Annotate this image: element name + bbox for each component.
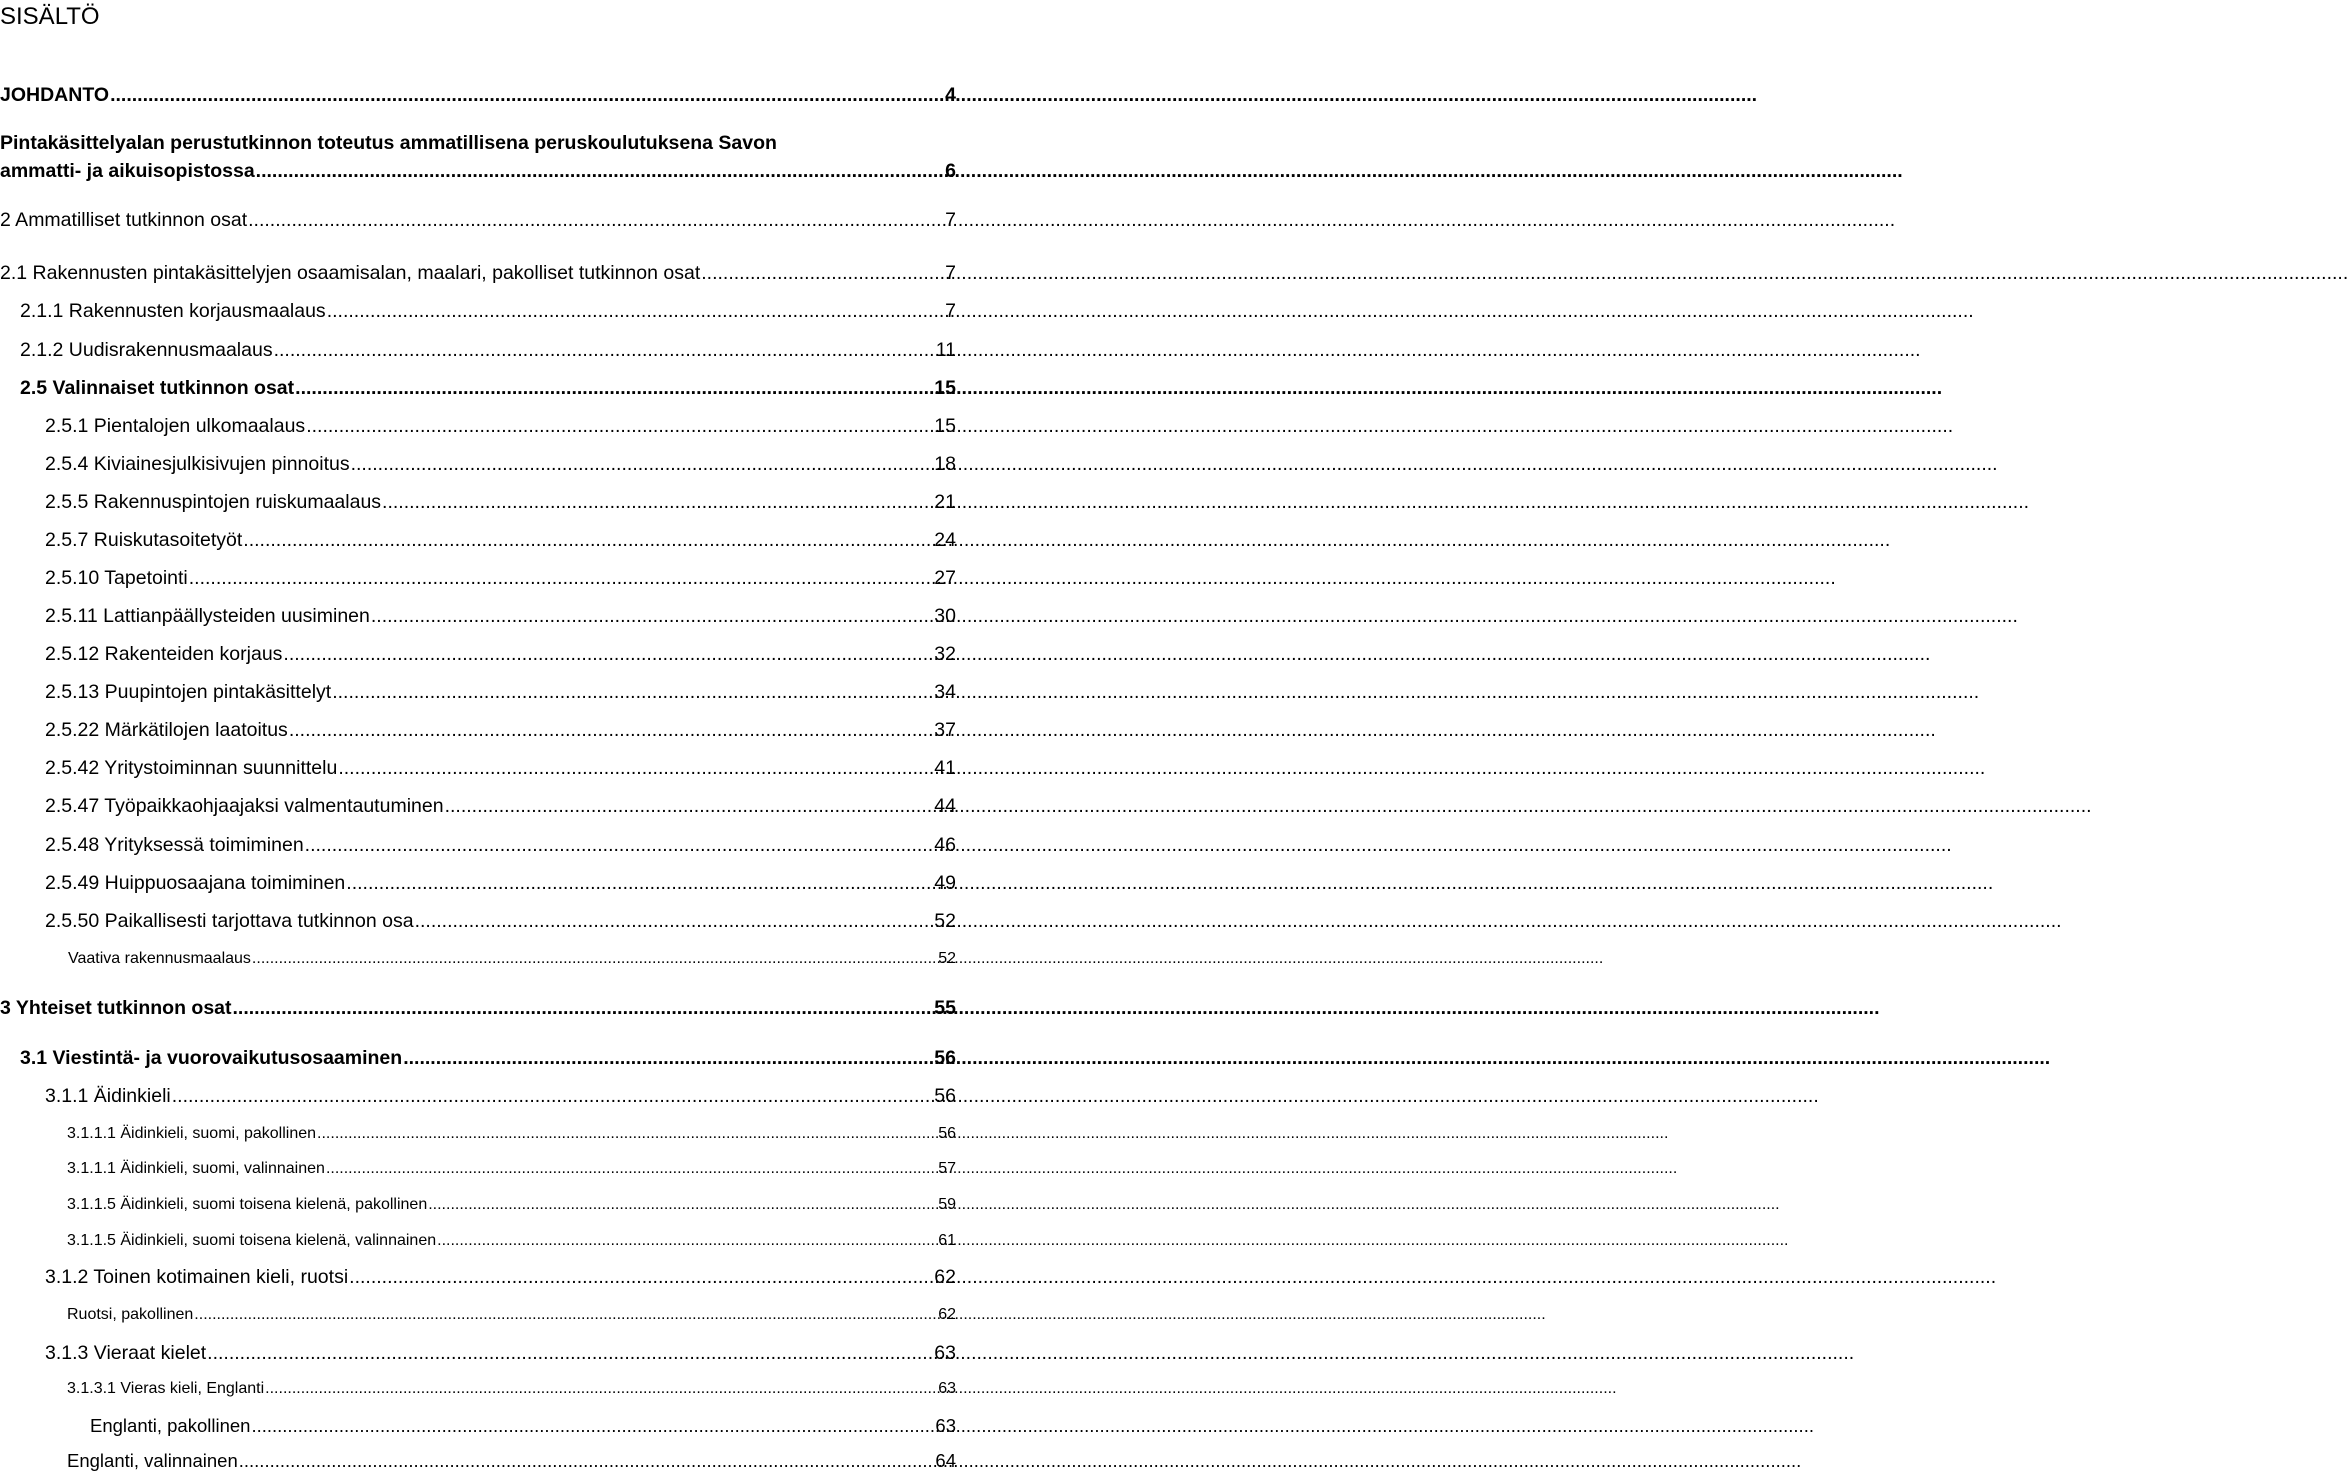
- toc-entry-label: 3 Yhteiset tutkinnon osat: [0, 997, 232, 1019]
- toc-entry-page: 63: [934, 1342, 956, 1364]
- toc-entry-label: Ruotsi, pakollinen: [67, 1306, 194, 1323]
- toc-entry-2-5-13[interactable]: [45, 681, 956, 704]
- toc-entry-label: Englanti, valinnainen: [67, 1450, 238, 1471]
- toc-entry-label: 3.1.1.5 Äidinkieli, suomi toisena kielenä, pakollinen: [67, 1196, 428, 1213]
- toc-leader-dots: [382, 491, 933, 514]
- toc-entry-page: 34: [934, 681, 956, 703]
- toc-leader-dots: [445, 795, 934, 818]
- toc-entry-page: 32: [934, 643, 956, 665]
- toc-entry-3-1-1-1-valinnainen[interactable]: [67, 1160, 956, 1178]
- toc-leader-dots: [283, 643, 933, 666]
- toc-entry-label: 3.1.1 Äidinkieli: [45, 1085, 171, 1107]
- toc-entry-page: 4: [945, 84, 956, 106]
- toc-leader-dots: [194, 1306, 937, 1324]
- toc-entry-2-5[interactable]: [20, 377, 956, 400]
- toc-entry-vaativa-rakennusmaalaus[interactable]: [68, 950, 956, 968]
- toc-leader-dots: [338, 757, 933, 780]
- toc-entry-englanti-pakollinen[interactable]: [90, 1415, 956, 1437]
- toc-entry-2-5-4[interactable]: [45, 453, 956, 476]
- toc-entry-label: 2.5 Valinnaiset tutkinnon osat: [20, 377, 295, 399]
- toc-entry-page: 62: [934, 1266, 956, 1288]
- toc-entry-2-5-42[interactable]: [45, 757, 956, 780]
- toc-entry-page: 56: [934, 1047, 956, 1069]
- toc-entry-2-5-47[interactable]: [45, 795, 956, 818]
- toc-entry-label: 2 Ammatilliset tutkinnon osat: [0, 209, 248, 231]
- toc-entry-label: Englanti, pakollinen: [90, 1415, 251, 1436]
- toc-entry-page: 18: [934, 453, 956, 475]
- toc-leader-dots: [252, 950, 937, 968]
- toc-leader-dots: [306, 415, 933, 438]
- toc-leader-dots: [189, 567, 934, 590]
- toc-entry-page: 49: [934, 872, 956, 894]
- toc-leader-dots: [701, 262, 944, 285]
- toc-entry-label: 2.5.13 Puupintojen pintakäsittelyt: [45, 681, 332, 703]
- toc-entry-2-1-1[interactable]: [20, 300, 956, 323]
- toc-entry-label: 2.1.1 Rakennusten korjausmaalaus: [20, 300, 326, 322]
- toc-entry-page: 11: [935, 339, 956, 361]
- toc-leader-dots: [351, 453, 934, 476]
- toc-leader-dots: [110, 84, 944, 107]
- toc-entry-label: 2.5.11 Lattianpäällysteiden uusiminen: [45, 605, 370, 627]
- toc-entry-page: 37: [934, 719, 956, 741]
- toc-entry-label: 2.5.42 Yritystoiminnan suunnittelu: [45, 757, 338, 779]
- toc-leader-dots: [415, 910, 934, 933]
- toc-leader-dots: [172, 1085, 934, 1108]
- toc-entry-englanti-valinnainen[interactable]: [67, 1450, 956, 1472]
- table-of-contents: [0, 0, 960, 1475]
- toc-entry-page: 21: [934, 491, 956, 513]
- toc-entry-page: 15: [934, 415, 956, 437]
- toc-entry-page: 64: [935, 1450, 956, 1471]
- toc-entry-2-5-7[interactable]: [45, 529, 956, 552]
- toc-leader-dots: [346, 872, 933, 895]
- toc-entry-label: 2.5.49 Huippuosaajana toimiminen: [45, 872, 346, 894]
- toc-leader-dots: [403, 1047, 933, 1070]
- toc-leader-dots: [326, 1160, 937, 1178]
- toc-entry-2-5-50[interactable]: [45, 910, 956, 933]
- toc-entry-page: 63: [938, 1380, 956, 1397]
- toc-entry-page: 52: [938, 950, 956, 967]
- toc-leader-dots: [239, 1450, 935, 1472]
- toc-leader-dots: [295, 377, 933, 400]
- toc-leader-dots: [305, 834, 934, 857]
- toc-entry-3-1-3-1[interactable]: [67, 1380, 956, 1398]
- toc-entry-3-1-1-5-pakollinen[interactable]: [67, 1196, 956, 1214]
- toc-leader-dots: [207, 1342, 933, 1365]
- toc-entry-3-1-1-5-valinnainen[interactable]: [67, 1232, 956, 1250]
- toc-entry-page: 63: [935, 1415, 956, 1436]
- toc-entry-page: 55: [934, 997, 956, 1019]
- toc-entry-3-1[interactable]: [20, 1047, 956, 1070]
- toc-entry-label: 3.1.2 Toinen kotimainen kieli, ruotsi: [45, 1266, 349, 1288]
- toc-entry-label: 3.1.1.1 Äidinkieli, suomi, pakollinen: [67, 1125, 317, 1142]
- toc-entry-2-5-5[interactable]: [45, 491, 956, 514]
- toc-entry-page: 46: [934, 834, 956, 856]
- toc-entry-label: 2.5.48 Yrityksessä toimiminen: [45, 834, 304, 856]
- toc-entry-label: Vaativa rakennusmaalaus: [68, 950, 251, 967]
- toc-entry-page: 57: [938, 1160, 956, 1177]
- toc-entry-page: 61: [938, 1232, 956, 1249]
- toc-entry-label: 2.5.10 Tapetointi: [45, 567, 188, 589]
- toc-entry-page: 62: [938, 1306, 956, 1323]
- toc-entry-ruotsi-pakollinen[interactable]: [67, 1306, 956, 1324]
- toc-entry-2-5-12[interactable]: [45, 643, 956, 666]
- toc-entry-label: 2.5.47 Työpaikkaohjaajaksi valmentautuminen: [45, 795, 444, 817]
- toc-leader-dots: [243, 529, 933, 552]
- toc-entry-page: 41: [934, 757, 956, 779]
- toc-entry-label-line1: Pintakäsittelyalan perustutkinnon toteutus ammatillisena peruskoulutuksena Savon: [0, 132, 777, 154]
- toc-entry-label: 3.1 Viestintä- ja vuorovaikutusosaaminen: [20, 1047, 403, 1069]
- toc-leader-dots: [317, 1125, 937, 1143]
- toc-entry-page: 30: [934, 605, 956, 627]
- toc-entry-2[interactable]: [0, 209, 956, 232]
- toc-leader-dots: [349, 1266, 933, 1289]
- toc-entry-label: 2.5.50 Paikallisesti tarjottava tutkinnon osa: [45, 910, 414, 932]
- toc-entry-pintakasittelyalan[interactable]: [0, 132, 956, 182]
- toc-entry-3-1-3[interactable]: [45, 1342, 956, 1365]
- toc-entry-2-5-11[interactable]: [45, 605, 956, 628]
- toc-entry-page: 44: [934, 795, 956, 817]
- toc-leader-dots: [251, 1415, 934, 1437]
- toc-leader-dots: [371, 605, 933, 628]
- toc-entry-label: 2.5.5 Rakennuspintojen ruiskumaalaus: [45, 491, 382, 513]
- toc-leader-dots: [274, 339, 935, 362]
- toc-leader-dots: [327, 300, 944, 323]
- page-title: SISÄLTÖ: [0, 3, 100, 30]
- toc-entry-label: JOHDANTO: [0, 84, 110, 106]
- toc-leader-dots: [265, 1380, 937, 1398]
- toc-entry-2-1-2[interactable]: [20, 339, 956, 362]
- toc-entry-label: 2.5.22 Märkätilojen laatoitus: [45, 719, 288, 741]
- toc-entry-page: 52: [934, 910, 956, 932]
- toc-entry-label: 3.1.3 Vieraat kielet: [45, 1342, 207, 1364]
- toc-leader-dots: [248, 209, 944, 232]
- toc-entry-3-1-2[interactable]: [45, 1266, 956, 1289]
- toc-entry-label: 3.1.3.1 Vieras kieli, Englanti: [67, 1380, 265, 1397]
- toc-entry-page: 6: [945, 160, 956, 182]
- toc-entry-label: 2.5.12 Rakenteiden korjaus: [45, 643, 283, 665]
- toc-entry-3-1-1-1-pakollinen[interactable]: [67, 1125, 956, 1143]
- toc-entry-label: 2.1.2 Uudisrakennusmaalaus: [20, 339, 273, 361]
- toc-entry-page: 7: [945, 262, 956, 284]
- toc-entry-page: 24: [934, 529, 956, 551]
- toc-entry-label: 3.1.1.1 Äidinkieli, suomi, valinnainen: [67, 1160, 325, 1177]
- toc-leader-dots: [437, 1232, 937, 1250]
- toc-entry-page: 7: [945, 209, 956, 231]
- toc-entry-2-1[interactable]: [0, 262, 956, 285]
- toc-entry-label: 2.5.1 Pientalojen ulkomaalaus: [45, 415, 306, 437]
- toc-leader-dots: [256, 160, 944, 183]
- toc-entry-2-5-1[interactable]: [45, 415, 956, 438]
- toc-leader-dots: [233, 997, 934, 1020]
- toc-entry-page: 15: [934, 377, 956, 399]
- toc-entry-page: 56: [938, 1125, 956, 1142]
- toc-leader-dots: [332, 681, 933, 704]
- toc-entry-label: 2.1 Rakennusten pintakäsittelyjen osaamisalan, maalari, pakolliset tutkinnon osat: [0, 262, 701, 284]
- toc-entry-page: 27: [934, 567, 956, 589]
- toc-entry-label: 2.5.7 Ruiskutasoitetyöt: [45, 529, 243, 551]
- toc-entry-2-5-22[interactable]: [45, 719, 956, 742]
- toc-entry-3-1-1[interactable]: [45, 1085, 956, 1108]
- toc-entry-page: 56: [934, 1085, 956, 1107]
- toc-entry-3[interactable]: [0, 997, 956, 1020]
- toc-leader-dots: [289, 719, 933, 742]
- toc-entry-2-5-49[interactable]: [45, 872, 956, 895]
- toc-entry-line2: [0, 160, 956, 183]
- toc-entry-page: 59: [938, 1196, 956, 1213]
- toc-entry-2-5-48[interactable]: [45, 834, 956, 857]
- toc-entry-label: 2.5.4 Kiviainesjulkisivujen pinnoitus: [45, 453, 350, 475]
- toc-leader-dots: [428, 1196, 937, 1214]
- toc-entry-2-5-10[interactable]: [45, 567, 956, 590]
- toc-entry-page: 7: [945, 300, 956, 322]
- toc-entry-johdanto[interactable]: [0, 84, 956, 107]
- toc-entry-label: 3.1.1.5 Äidinkieli, suomi toisena kielenä, valinnainen: [67, 1232, 437, 1249]
- toc-entry-label: ammatti- ja aikuisopistossa: [0, 160, 255, 182]
